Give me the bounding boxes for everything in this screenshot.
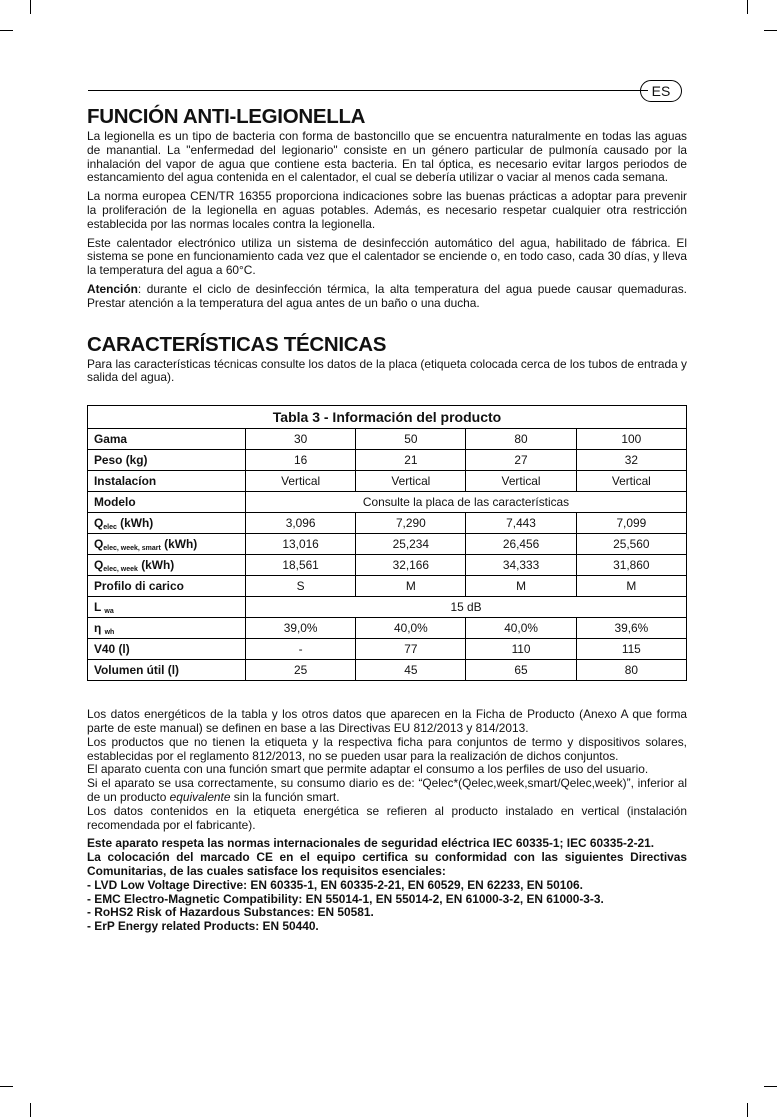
table-cell: 7,099 (576, 513, 686, 534)
table-cell: Vertical (576, 471, 686, 492)
row-label: Peso (kg) (88, 450, 246, 471)
paragraph: Este calentador electrónico utiliza un sistema de desinfección automático del agua, habilitado de fábrica. El sistema se pone en funcionamiento cada vez que el calentador se enciende o, en todo caso, cada 30 días, y lleva la temperatura del agua a 60°C. (87, 235, 687, 278)
table-cell: S (246, 576, 356, 597)
note-paragraph: Los datos contenidos en la etiqueta energética se refieren al producto instalado en vertical (instalación recomendada por el fabricante). (87, 803, 687, 832)
table-row (88, 639, 687, 660)
paragraph: La norma europea CEN/TR 16355 proporciona indicaciones sobre las buenas prácticas a adoptar para prevenir la proliferación de la legionella en aguas potables. Además, es necesario respetar cualquier otra restricción establecida por las normas locales contra la legionella. (87, 189, 687, 231)
table-cell: 25,560 (576, 534, 686, 555)
table-cell: 25 (246, 660, 356, 681)
row-label: $Q_{elec}$ (kWh) (88, 513, 246, 534)
table-cell: 32 (576, 450, 686, 471)
compliance-line: Este aparato respeta las normas internacionales de seguridad eléctrica IEC 60335-1; IEC 60335-2-21. (87, 836, 655, 851)
table-row (88, 429, 687, 450)
table-row (88, 597, 687, 618)
table-cell: 80 (466, 429, 576, 450)
row-label: Volumen útil (l) (88, 660, 246, 681)
section-title-technical: CARACTERÍSTICAS TÉCNICAS (87, 332, 387, 356)
paragraph: La legionella es un tipo de bacteria con forma de bastoncillo que se encuentra naturalmente en todas las aguas de manantial. La "enfermedad del legionario" consiste en un género particular de pulmonía causado por la inhalación del vapor de agua que contiene esta bacteria. En tal óptica, es necesario evitar largos periodos de estancamiento del agua contenida en el calentador, el cual se debería utilizar o vaciar al menos cada semana. (87, 129, 687, 185)
warning-paragraph (87, 283, 687, 311)
table-row (88, 492, 687, 513)
table-row (88, 513, 687, 534)
compliance-line: - ErP Energy related Products: EN 50440. (87, 919, 319, 934)
crop-mark (0, 1086, 13, 1087)
section-title-legionella: FUNCIÓN ANTI-LEGIONELLA (87, 105, 366, 128)
row-label: $Q_{elec, week}$ (kWh) (88, 555, 246, 576)
row-label: Profilo di carico (88, 576, 246, 597)
product-info-table (87, 405, 687, 681)
crop-mark (30, 0, 31, 14)
table-cell: 7,290 (356, 513, 466, 534)
table-row (88, 534, 687, 555)
warning-text: : durante el ciclo de desinfección térmica, la alta temperatura del agua puede causar quemaduras. Prestar atención a la temperatura del agua antes de un baño o una ducha. (87, 281, 687, 310)
table-cell: 40,0% (356, 618, 466, 639)
row-label: V40 (l) (88, 639, 246, 660)
table-row (88, 660, 687, 681)
table-cell: 50 (356, 429, 466, 450)
row-label: Gama (88, 429, 246, 450)
note-paragraph: Los datos energéticos de la tabla y los otros datos que aparecen en la Ficha de Producto (Anexo A que forma parte de este manual) se definen en base a las Directivas EU 812/2013 y 814/2013. (87, 707, 687, 735)
row-label: $Q_{elec, week, smart}$ (kWh) (88, 534, 246, 555)
table-cell: 40,0% (466, 618, 576, 639)
table-row (88, 618, 687, 639)
table-cell: 39,6% (576, 618, 686, 639)
table-cell: 16 (246, 450, 356, 471)
note-paragraph: Los productos que no tienen la etiqueta y la respectiva ficha para conjuntos de termo y dispositivos solares, establecidas por el reglamento 812/2013, no se pueden usar para la realización de dichos conjuntos. (87, 734, 687, 763)
table-cell: 45 (356, 660, 466, 681)
table-cell: 65 (466, 660, 576, 681)
table-cell: 100 (576, 429, 686, 450)
table-cell: - (246, 639, 356, 660)
table-cell: 13,016 (246, 534, 356, 555)
row-label: η $_{wh}$ (88, 618, 246, 639)
compliance-line: - EMC Electro-Magnetic Compatibility: EN 55014-1, EN 55014-2, EN 61000-3-2, EN 61000-3-3. (87, 891, 604, 906)
table-row (88, 576, 687, 597)
table-cell: Vertical (356, 471, 466, 492)
table-cell: 39,0% (246, 618, 356, 639)
table-cell: 80 (576, 660, 686, 681)
crop-mark (764, 1086, 777, 1087)
row-label: L $_{wa}$ (88, 597, 246, 618)
table-cell: 18,561 (246, 555, 356, 576)
table-row (88, 450, 687, 471)
table-cell: M (576, 576, 686, 597)
table-cell: 25,234 (356, 534, 466, 555)
crop-mark (0, 30, 13, 31)
note-paragraph: El aparato cuenta con una función smart que permite adaptar el consumo a los perfiles de uso del usuario. (87, 762, 649, 777)
language-badge: ES (640, 80, 682, 102)
table-cell: 3,096 (246, 513, 356, 534)
table-cell: Vertical (246, 471, 356, 492)
compliance-line: La colocación del marcado CE en el equipo certifica su conformidad con las siguientes Directivas Comunitarias, de las cuales satisface los requisitos esenciales: (87, 850, 687, 878)
table-cell: 110 (466, 639, 576, 660)
table-cell: M (356, 576, 466, 597)
table-title: Tabla 3 - Información del producto (88, 406, 687, 429)
table-cell: 34,333 (466, 555, 576, 576)
row-label: Instalacíon (88, 471, 246, 492)
header-rule (88, 90, 648, 91)
crop-mark (764, 30, 777, 31)
table-cell: Consulte la placa de las características (246, 492, 687, 513)
table-cell: 7,443 (466, 513, 576, 534)
note-paragraph: Si el aparato se usa correctamente, su consumo diario es de: “Qelec*(Qelec,week,smart/Qelec,week)”, inferior al de un producto equivalente sin la función smart. (87, 776, 687, 804)
warning-label: Atención (87, 281, 138, 296)
table-cell: 21 (356, 450, 466, 471)
paragraph: Para las características técnicas consulte los datos de la placa (etiqueta colocada cerca de los tubos de entrada y salida del agua). (87, 356, 687, 385)
table-cell: 77 (356, 639, 466, 660)
page-content (87, 104, 687, 934)
table-row (88, 471, 687, 492)
table-cell: Vertical (466, 471, 576, 492)
table-cell: 27 (466, 450, 576, 471)
table-cell: 15 dB (246, 597, 687, 618)
table-cell: 30 (246, 429, 356, 450)
table-cell: M (466, 576, 576, 597)
table-cell: 32,166 (356, 555, 466, 576)
energy-notes (87, 708, 687, 832)
compliance-line: - LVD Low Voltage Directive: EN 60335-1, EN 60335-2-21, EN 60529, EN 62233, EN 50106. (87, 877, 583, 892)
table-cell: 31,860 (576, 555, 686, 576)
crop-mark (747, 0, 748, 14)
table-row (88, 555, 687, 576)
compliance-block (87, 837, 687, 934)
row-label: Modelo (88, 492, 246, 513)
crop-mark (747, 1103, 748, 1117)
crop-mark (30, 1103, 31, 1117)
table-cell: 115 (576, 639, 686, 660)
compliance-line: - RoHS2 Risk of Hazardous Substances: EN 50581. (87, 905, 374, 920)
table-cell: 26,456 (466, 534, 576, 555)
